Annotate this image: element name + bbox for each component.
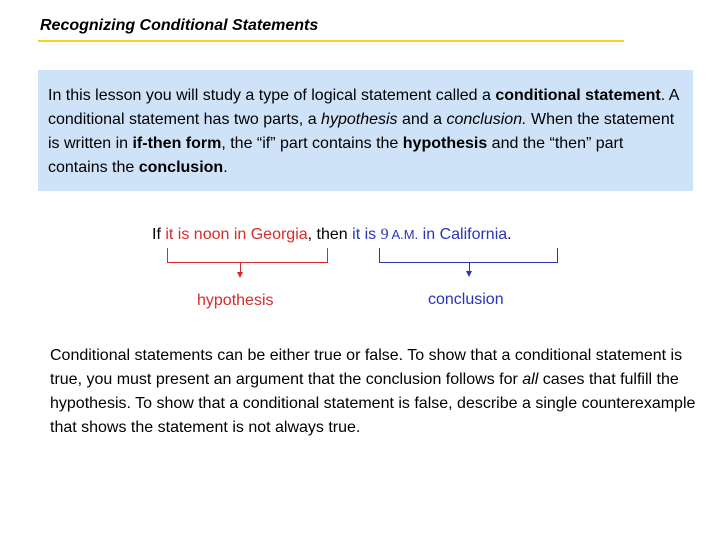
conclusion-suffix: in California bbox=[418, 226, 508, 243]
intro-text: When the statement is written in bbox=[48, 111, 675, 152]
conclusion-arrow-icon bbox=[466, 271, 472, 277]
conclusion-time: A.M. bbox=[388, 227, 419, 242]
comma: , bbox=[307, 226, 313, 243]
conclusion-phrase bbox=[352, 226, 507, 243]
intro-text: . A conditional statement has two parts, a bbox=[48, 87, 679, 128]
period: . bbox=[507, 226, 512, 243]
term-conclusion-italic: conclusion. bbox=[446, 111, 527, 128]
conclusion-label: conclusion bbox=[428, 291, 504, 308]
hypothesis-bracket bbox=[167, 248, 328, 263]
term-conclusion-bold: conclusion bbox=[138, 159, 224, 176]
emphasis-all: all bbox=[522, 371, 539, 388]
intro-text: and the “then” part contains the bbox=[48, 135, 624, 176]
term-if-then-form: if-then form bbox=[132, 135, 222, 152]
conclusion-number: 9 bbox=[380, 226, 389, 243]
intro-text: . bbox=[223, 159, 228, 176]
body-text: Conditional statements can be either true or false. To show that a conditional statement is true, you must present an argument that the conclusion follows for bbox=[50, 347, 683, 388]
intro-paragraph bbox=[48, 84, 683, 180]
example-statement bbox=[152, 226, 512, 244]
slide-title: Recognizing Conditional Statements bbox=[40, 17, 319, 34]
hypothesis-phrase: it is noon in Georgia bbox=[165, 226, 308, 243]
if-keyword: If bbox=[152, 226, 166, 243]
hypothesis-label: hypothesis bbox=[197, 292, 274, 309]
intro-box bbox=[38, 70, 693, 191]
body-text: cases that fulfill the hypothesis. To show that a conditional statement is false, describe a single counterexample that shows the statement is not always true. bbox=[50, 371, 696, 436]
hypothesis-arrow-icon bbox=[237, 272, 243, 278]
conclusion-prefix: it is bbox=[352, 226, 381, 243]
intro-text: , the “if” part contains the bbox=[221, 135, 403, 152]
conclusion-bracket bbox=[379, 248, 558, 263]
then-keyword: then bbox=[312, 226, 353, 243]
body-paragraph bbox=[50, 344, 705, 440]
term-hypothesis-italic: hypothesis bbox=[321, 111, 398, 128]
term-hypothesis-bold: hypothesis bbox=[402, 135, 488, 152]
intro-text: and a bbox=[397, 111, 447, 128]
title-underline bbox=[38, 40, 624, 42]
intro-text: In this lesson you will study a type of logical statement called a bbox=[48, 87, 496, 104]
term-conditional-statement: conditional statement bbox=[495, 87, 661, 104]
